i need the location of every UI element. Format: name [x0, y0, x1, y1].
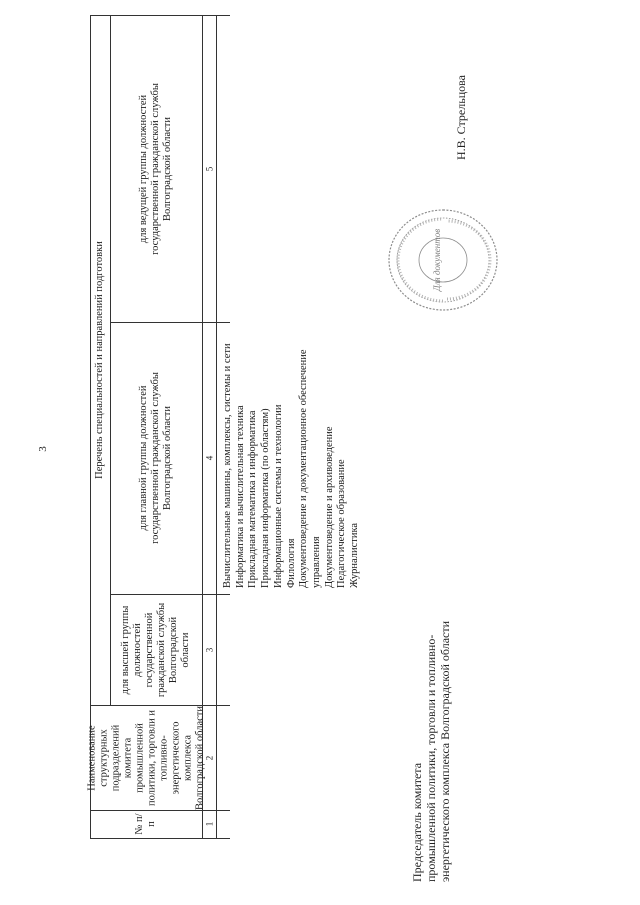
list-item: Педагогическое образование	[336, 459, 348, 588]
stamp-center-text: Для документов	[432, 228, 442, 292]
list-item: Филология	[285, 538, 297, 588]
signature-position-line: промышленной политики, торговли и топливно-	[424, 634, 438, 882]
list-item: управления	[310, 536, 322, 588]
col2-header-cell	[86, 705, 205, 810]
signature-position	[410, 621, 452, 882]
list-item: Прикладная математика и информатика	[247, 410, 259, 588]
col-number-3: 3	[204, 647, 214, 652]
col5-header-cell	[110, 15, 202, 322]
seal-stamp	[388, 200, 498, 320]
col-number-2: 2	[204, 755, 214, 760]
page-number: 3	[36, 446, 49, 452]
col5-header: для ведущей группы должностей государственной гражданской службы Волгоградской области	[138, 82, 173, 255]
col4-header-cell	[110, 322, 202, 594]
table-border-bottom	[90, 838, 230, 839]
list-item: Журналистика	[349, 522, 361, 588]
table-border-right	[216, 15, 217, 839]
col-number-1: 1	[204, 821, 214, 827]
col1-header: № п/п	[134, 813, 157, 835]
table-group-header: Перечень специальностей и направлений подготовки	[94, 241, 105, 479]
signature-position-line: энергетического комплекса Волгоградской области	[438, 620, 452, 882]
col3-header-cell	[110, 594, 202, 705]
specialties-list	[222, 58, 362, 588]
col1-header-cell	[90, 810, 202, 838]
list-item: Документоведение и документационное обеспечение	[298, 349, 310, 588]
col4-header: для главной группы должностей государственной гражданской службы Волгоградской области	[138, 372, 173, 544]
list-item: Прикладная информатика (по областям)	[260, 408, 272, 588]
col-number-5: 5	[204, 166, 214, 171]
list-item: Информатика и вычислительная техника	[234, 405, 246, 588]
signature-position-line: Председатель комитета	[410, 762, 424, 882]
col-number-4: 4	[204, 455, 214, 461]
signature-name: Н.В. Стрельцова	[454, 75, 468, 160]
col2-header: Наименование структурных подразделений комитета промышленной политики, торговли и топливно-энергетического комплекса Волгоградской области	[86, 705, 205, 810]
table-group-header-cell	[90, 15, 110, 705]
col3-header: для высшей группы должностей государственной гражданской службы Волгоградской области	[120, 602, 191, 697]
list-item: Информационные системы и технологии	[272, 404, 284, 588]
list-item: Вычислительные машины, комплексы, системы и сети	[222, 343, 233, 588]
list-item: Документоведение и архивоведение	[323, 426, 335, 588]
